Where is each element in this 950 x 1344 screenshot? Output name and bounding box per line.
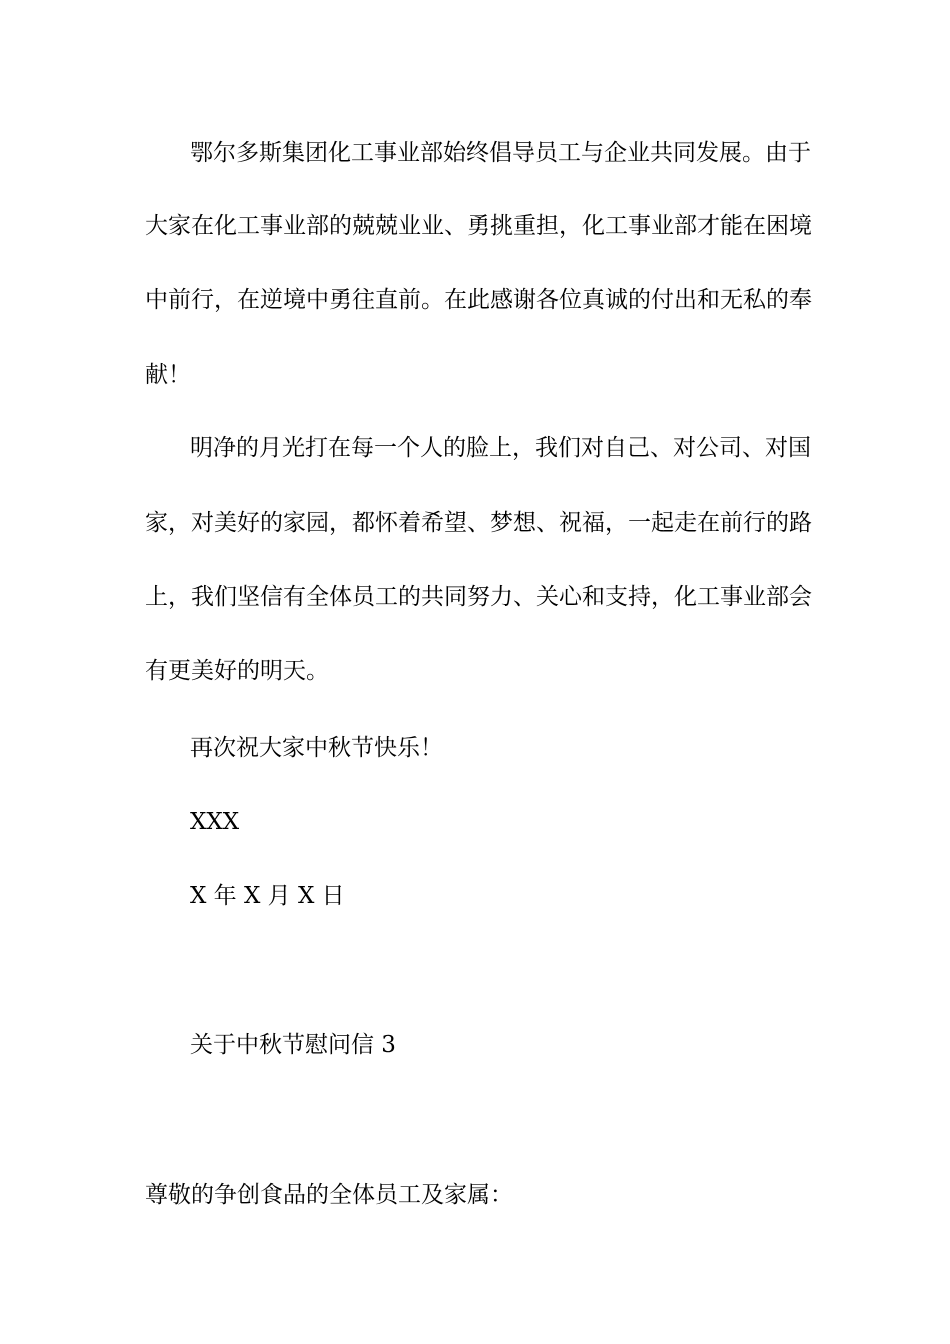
paragraph-1-line-2: 大家在化工事业部的兢兢业业、勇挑重担，化工事业部才能在困境	[145, 213, 812, 239]
paragraph-2-line-2: 家，对美好的家园，都怀着希望、梦想、祝福，一起走在前行的路	[145, 510, 812, 536]
salutation: 尊敬的争创食品的全体员工及家属：	[145, 1182, 513, 1208]
paragraph-2-line-3: 上，我们坚信有全体员工的共同努力、关心和支持，化工事业部会	[145, 584, 812, 610]
paragraph-1-line-4: 献！	[145, 362, 191, 388]
section-title: 关于中秋节慰问信 3	[190, 1032, 396, 1058]
paragraph-1-line-1: 鄂尔多斯集团化工事业部始终倡导员工与企业共同发展。由于	[190, 140, 811, 166]
date-line: X 年 X 月 X 日	[190, 883, 345, 909]
paragraph-2-line-1: 明净的月光打在每一个人的脸上，我们对自己、对公司、对国	[190, 435, 811, 461]
signature: XXX	[190, 809, 240, 835]
paragraph-2-line-4: 有更美好的明天。	[145, 658, 329, 684]
paragraph-1-line-3: 中前行，在逆境中勇往直前。在此感谢各位真诚的付出和无私的奉	[145, 287, 812, 313]
greeting-line: 再次祝大家中秋节快乐！	[190, 735, 443, 761]
